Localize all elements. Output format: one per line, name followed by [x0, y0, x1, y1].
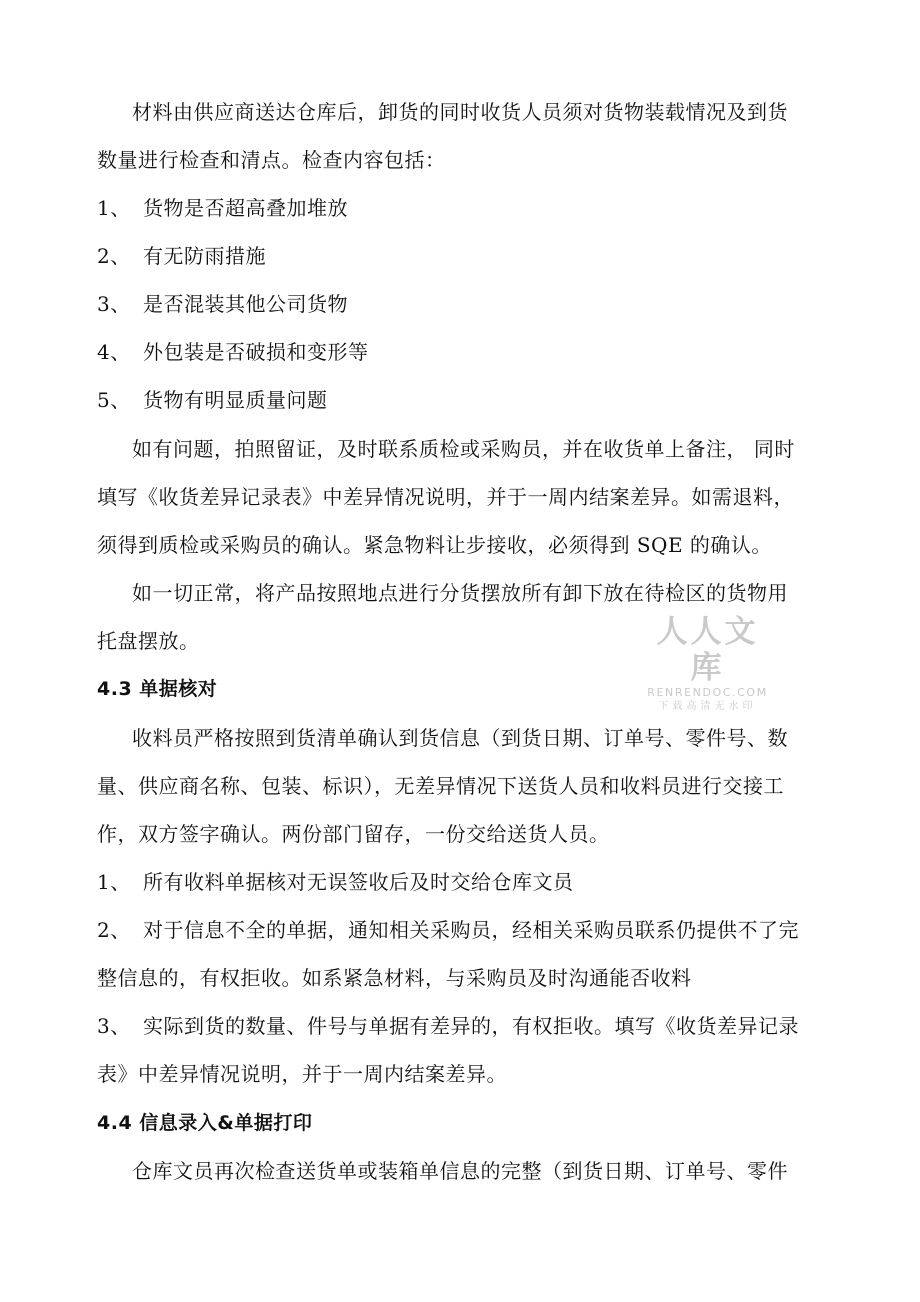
- list-number: 2、: [97, 918, 131, 942]
- paragraph-line: 作，双方签字确认。两份部门留存，一份交给送货人员。: [97, 822, 610, 846]
- list-item: [97, 915, 799, 945]
- list-item: [97, 867, 574, 897]
- list-number: 1、: [97, 196, 131, 220]
- list-text: 货物是否超高叠加堆放: [143, 196, 348, 220]
- paragraph-line: 材料由供应商送达仓库后，卸货的同时收货人员须对货物装载情况及到货: [132, 100, 788, 124]
- paragraph-line: 表》中差异情况说明，并于一周内结案差异。: [97, 1062, 507, 1086]
- paragraph-line: 整信息的，有权拒收。如系紧急材料，与采购员及时沟通能否收料: [97, 966, 692, 990]
- list-text: 对于信息不全的单据，通知相关采购员，经相关采购员联系仍提供不了完: [143, 918, 799, 942]
- list-text: 货物有明显质量问题: [143, 388, 328, 412]
- paragraph-line: 如一切正常，将产品按照地点进行分货摆放所有卸下放在待检区的货物用: [132, 581, 788, 605]
- list-text: 所有收料单据核对无误签收后及时交给仓库文员: [143, 870, 574, 894]
- paragraph-line: 填写《收货差异记录表》中差异情况说明，并于一周内结案差异。如需退料，: [97, 485, 794, 509]
- watermark-url: RENRENDOC.COM: [647, 686, 768, 699]
- list-number: 4、: [97, 340, 131, 364]
- list-text: 有无防雨措施: [143, 244, 266, 268]
- paragraph-line: 托盘摆放。: [97, 629, 200, 653]
- section-heading: 4.4 信息录入&单据打印: [97, 1112, 313, 1134]
- list-item: [97, 337, 369, 367]
- section-heading: 4.3 单据核对: [97, 678, 218, 700]
- list-text: 外包装是否破损和变形等: [143, 340, 369, 364]
- list-item: [97, 241, 266, 271]
- list-number: 2、: [97, 244, 131, 268]
- list-number: 1、: [97, 870, 131, 894]
- list-number: 3、: [97, 1014, 131, 1038]
- watermark-subtitle: 下载高清无水印: [658, 701, 757, 712]
- list-item: [97, 193, 348, 223]
- list-item: [97, 385, 328, 415]
- list-number: 3、: [97, 292, 131, 316]
- paragraph-line: 收料员严格按照到货清单确认到货信息（到货日期、订单号、零件号、数: [132, 726, 788, 750]
- list-item: [97, 289, 348, 319]
- paragraph-line: 数量进行检查和清点。检查内容包括：: [97, 148, 446, 172]
- watermark-logo: [640, 614, 775, 714]
- paragraph-line: 如有问题，拍照留证，及时联系质检或采购员，并在收货单上备注， 同时: [132, 437, 795, 461]
- paragraph-line: 仓库文员再次检查送货单或装箱单信息的完整（到货日期、订单号、零件: [132, 1159, 788, 1183]
- list-item: [97, 1011, 799, 1041]
- list-text: 实际到货的数量、件号与单据有差异的，有权拒收。填写《收货差异记录: [143, 1014, 799, 1038]
- paragraph-line: 量、供应商名称、包装、标识），无差异情况下送货人员和收料员进行交接工: [97, 774, 784, 798]
- watermark-title: 人人文库: [656, 614, 759, 686]
- paragraph-line: 须得到质检或采购员的确认。紧急物料让步接收，必须得到 SQE 的确认。: [97, 533, 772, 557]
- list-text: 是否混装其他公司货物: [143, 292, 348, 316]
- list-number: 5、: [97, 388, 131, 412]
